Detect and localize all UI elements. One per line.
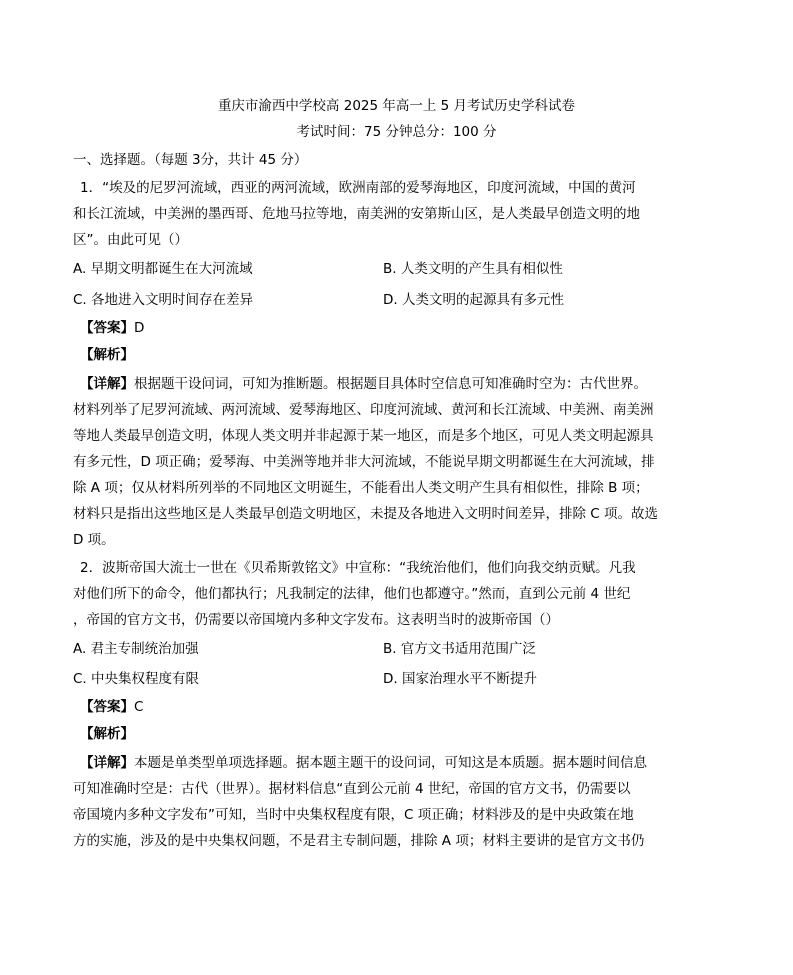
q2-option-c: C. 中央集权程度有限 — [73, 671, 200, 687]
q2-answer — [80, 697, 143, 717]
q1-option-c: C. 各地进入文明时间存在差异 — [73, 292, 254, 308]
q1-detail-label: 【详解】 — [80, 376, 134, 392]
q2-option-b: B. 官方文书适用范围广泛 — [383, 641, 536, 657]
q2-stem-line-3: ，帝国的官方文书，仍需要以帝国境内多种文字发布。这表明当时的波斯帝国（） — [73, 612, 559, 628]
q1-analysis-label: 【解析】 — [80, 347, 134, 363]
q1-option-d: D. 人类文明的起源具有多元性 — [383, 292, 564, 308]
q2-option-d: D. 国家治理水平不断提升 — [383, 671, 537, 687]
q2-detail-line-2: 可知准确时空是：古代（世界）。据材料信息“直到公元前 4 世纪，帝国的官方文书，仍需要以 — [73, 781, 631, 797]
q2-option-a: A. 君主专制统治加强 — [73, 641, 199, 657]
q2-detail-line-3: 帝国境内多种文字发布”可知，当时中央集权程度有限，C 项正确；材料涉及的是中央政策在地 — [73, 807, 634, 823]
q1-answer-value: D — [134, 320, 145, 336]
section-heading: 一、选择题。（每题 3分，共计 45 分） — [73, 152, 308, 168]
q1-detail-line-7: D 项。 — [73, 532, 115, 548]
q1-answer-label: 【答案】 — [80, 320, 134, 336]
q1-option-a: A. 早期文明都诞生在大河流域 — [73, 261, 253, 277]
q1-detail-line-3: 等地人类最早创造文明，体现人类文明并非起源于某一地区，而是多个地区，可见人类文明起源具 — [73, 428, 654, 444]
q1-detail-line-6: 材料只是指出这些地区是人类最早创造文明地区，未提及各地进入文明时间差异，排除 C 项。故选 — [73, 506, 659, 522]
q2-stem-line-1: 2．波斯帝国大流士一世在《贝希斯敦铭文》中宣称：“我统治他们，他们向我交纳贡赋。凡我 — [80, 560, 636, 576]
q2-detail-line-4: 方的实施，涉及的是中央集权问题，不是君主专制问题，排除 A 项；材料主要讲的是官方文书仍 — [73, 833, 645, 849]
q2-detail-line-1 — [80, 753, 647, 773]
q2-answer-value: C — [134, 699, 144, 715]
q1-stem-line-2: 和长江流域，中美洲的墨西哥、危地马拉等地，南美洲的安第斯山区，是人类最早创造文明的地 — [73, 206, 640, 222]
exam-title: 重庆市渝西中学校高 2025 年高一上 5 月考试历史学科试卷 — [217, 98, 576, 114]
q1-detail-line-5: 除 A 项；仅从材料所列举的不同地区文明诞生，不能看出人类文明产生具有相似性，排除 B 项； — [73, 480, 649, 496]
q2-stem-line-2: 对他们所下的命令，他们都执行；凡我制定的法律，他们也都遵守。”然而，直到公元前 4 世纪 — [73, 586, 631, 602]
q2-detail-label: 【详解】 — [80, 755, 134, 771]
q1-stem-line-1: 1．“埃及的尼罗河流域，西亚的两河流域，欧洲南部的爱琴海地区，印度河流域，中国的黄河 — [80, 180, 636, 196]
q2-analysis-label: 【解析】 — [80, 726, 134, 742]
q1-answer — [80, 318, 144, 338]
exam-subtitle: 考试时间：75 分钟总分：100 分 — [296, 124, 497, 140]
q1-option-b: B. 人类文明的产生具有相似性 — [383, 261, 563, 277]
q1-detail-line-1 — [80, 374, 647, 394]
q1-stem-line-3: 区”。由此可见（） — [73, 232, 188, 248]
q2-detail-text-1: 本题是单类型单项选择题。据本题主题干的设问词，可知这是本质题。据本题时间信息 — [134, 755, 647, 771]
q1-detail-line-4: 有多元性，D 项正确；爱琴海、中美洲等地并非大河流域，不能说早期文明都诞生在大河流域，排 — [73, 454, 655, 470]
q2-answer-label: 【答案】 — [80, 699, 134, 715]
q1-detail-text-1: 根据题干设问词，可知为推断题。根据题目具体时空信息可知准确时空为：古代世界。 — [134, 376, 647, 392]
q1-detail-line-2: 材料列举了尼罗河流域、两河流域、爱琴海地区、印度河流域、黄河和长江流域、中美洲、南美洲 — [73, 402, 654, 418]
